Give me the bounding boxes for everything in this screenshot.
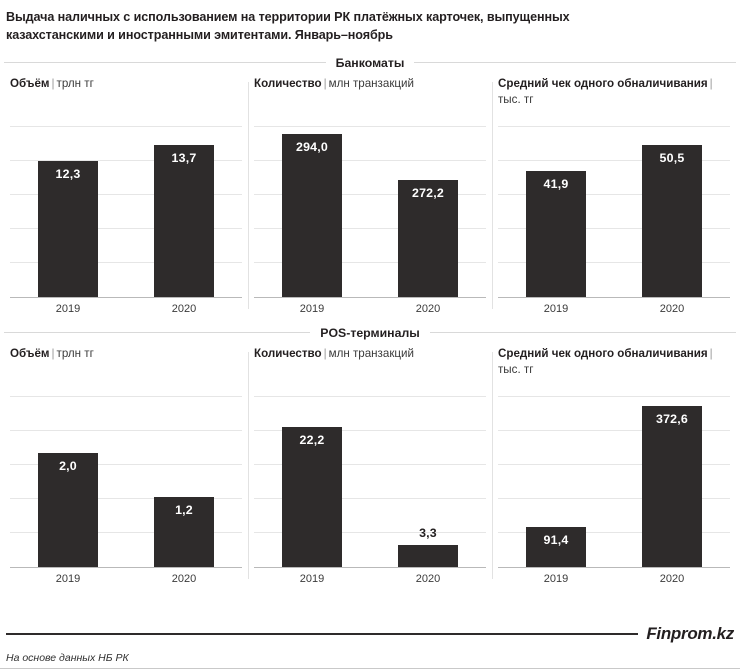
plot-area <box>498 112 730 298</box>
chart-title: Количество <box>254 346 322 360</box>
bar-slot <box>254 112 370 297</box>
bars <box>254 112 486 297</box>
chart-title: Средний чек одного обналичивания <box>498 76 708 90</box>
chart-unit: млн транзакций <box>328 76 414 90</box>
plot-area <box>10 112 242 298</box>
bar-value-label: 1,2 <box>175 502 193 517</box>
bars <box>498 112 730 297</box>
bar-value-label: 372,6 <box>655 411 688 426</box>
chart-pos-count-head: Количество | млн транзакций <box>254 346 414 360</box>
bar-2019[interactable] <box>38 453 98 567</box>
chart-title: Средний чек одного обналичивания <box>498 346 708 360</box>
x-tick-2020: 2020 <box>171 572 197 585</box>
x-axis <box>254 297 486 298</box>
chart-unit: трлн тг <box>56 76 94 90</box>
bar-slot <box>614 382 730 567</box>
bar-2019[interactable] <box>526 527 586 567</box>
bar-value-label: 91,4 <box>543 532 569 547</box>
x-tick-labels <box>10 573 242 585</box>
x-tick-2019: 2019 <box>55 572 81 585</box>
x-tick-labels <box>254 303 486 315</box>
bar-2019[interactable] <box>38 161 98 297</box>
plot-area <box>10 382 242 568</box>
bar-2019[interactable] <box>526 171 586 297</box>
chart-unit: трлн тг <box>56 346 94 360</box>
bar-value-label: 294,0 <box>295 139 328 154</box>
bar-2020[interactable] <box>154 145 214 297</box>
section-rule-right <box>414 62 736 63</box>
chart-unit: тыс. тг <box>498 363 534 377</box>
chart-pos-avg-check <box>492 346 736 585</box>
bars <box>10 112 242 297</box>
chart-atm-count-head: Количество | млн транзакций <box>254 76 414 90</box>
bar-2020[interactable] <box>398 525 458 567</box>
x-tick-labels <box>254 573 486 585</box>
page-title-line-2: казахстанскими и иностранными эмитентами. Январь–ноябрь <box>6 28 393 43</box>
x-tick-2020: 2020 <box>659 572 685 585</box>
x-tick-2019: 2019 <box>55 302 81 315</box>
x-tick-2019: 2019 <box>543 302 569 315</box>
x-axis <box>498 297 730 298</box>
bar-value-label: 22,2 <box>299 432 325 447</box>
page-title <box>0 0 740 45</box>
plot-area <box>254 382 486 568</box>
bar-slot <box>370 112 486 297</box>
chart-title: Объём <box>10 76 50 90</box>
x-axis <box>498 567 730 568</box>
bar-slot <box>10 382 126 567</box>
bar-slot <box>126 382 242 567</box>
chart-atm-count <box>248 76 492 315</box>
x-tick-labels <box>498 573 730 585</box>
chart-title: Объём <box>10 346 50 360</box>
bars <box>254 382 486 567</box>
plot-area <box>254 112 486 298</box>
section-rule-left <box>4 62 326 63</box>
charts-row-pos <box>0 346 740 585</box>
x-tick-2020: 2020 <box>659 302 685 315</box>
x-tick-2020: 2020 <box>171 302 197 315</box>
chart-atm-volume <box>4 76 248 315</box>
bar-slot <box>126 112 242 297</box>
chart-unit: тыс. тг <box>498 93 534 107</box>
bar-value-label: 12,3 <box>55 166 81 181</box>
chart-unit: млн транзакций <box>328 346 414 360</box>
chart-pos-volume <box>4 346 248 585</box>
section-title-pos: POS-терминалы <box>320 325 420 340</box>
x-tick-labels <box>498 303 730 315</box>
section-rule-left <box>4 332 310 333</box>
bar-slot <box>498 382 614 567</box>
bar-slot <box>614 112 730 297</box>
chart-title: Количество <box>254 76 322 90</box>
chart-pos-count <box>248 346 492 585</box>
section-title-atm: Банкоматы <box>335 55 405 70</box>
source-note: На основе данных НБ РК <box>6 648 734 668</box>
x-tick-2020: 2020 <box>415 302 441 315</box>
bar-value-label: 41,9 <box>543 176 569 191</box>
x-tick-2019: 2019 <box>299 572 325 585</box>
bar-value-label: 2,0 <box>59 458 77 473</box>
brand-row <box>6 624 734 648</box>
bar-value-label: 3,3 <box>419 525 437 540</box>
x-axis <box>10 297 242 298</box>
bar-slot <box>498 112 614 297</box>
bars <box>10 382 242 567</box>
footer <box>0 624 740 669</box>
bar-2019[interactable] <box>282 427 342 567</box>
bar-2020[interactable] <box>642 406 702 567</box>
bar-2020[interactable] <box>398 180 458 297</box>
section-header-pos <box>4 326 736 340</box>
bar-value-label: 13,7 <box>171 150 197 165</box>
bar-value-label: 50,5 <box>659 150 685 165</box>
bar-slot <box>254 382 370 567</box>
bar-2020[interactable] <box>642 145 702 297</box>
brand-rule <box>6 633 638 635</box>
x-axis <box>10 567 242 568</box>
bar-value-label: 272,2 <box>411 185 444 200</box>
bar-slot <box>10 112 126 297</box>
x-tick-2020: 2020 <box>415 572 441 585</box>
bar-slot <box>370 382 486 567</box>
page-title-line-1: Выдача наличных с использованием на территории РК платёжных карточек, выпущенных <box>6 10 570 24</box>
charts-row-atm <box>0 76 740 315</box>
x-tick-labels <box>10 303 242 315</box>
section-rule-right <box>430 332 736 333</box>
chart-atm-volume-head: Объём | трлн тг <box>10 76 94 90</box>
bars <box>498 382 730 567</box>
section-header-atm <box>4 56 736 70</box>
chart-atm-avg-check <box>492 76 736 315</box>
chart-pos-volume-head: Объём | трлн тг <box>10 346 94 360</box>
x-axis <box>254 567 486 568</box>
bar-2019[interactable] <box>282 134 342 297</box>
chart-atm-avg-check-head: Средний чек одного обналичивания |тыс. тг <box>498 76 713 107</box>
bar-2020[interactable] <box>154 497 214 567</box>
chart-pos-avg-check-head: Средний чек одного обналичивания |тыс. тг <box>498 346 713 377</box>
x-tick-2019: 2019 <box>299 302 325 315</box>
x-tick-2019: 2019 <box>543 572 569 585</box>
plot-area <box>498 382 730 568</box>
brand-logo: Finprom.kz <box>646 624 734 643</box>
